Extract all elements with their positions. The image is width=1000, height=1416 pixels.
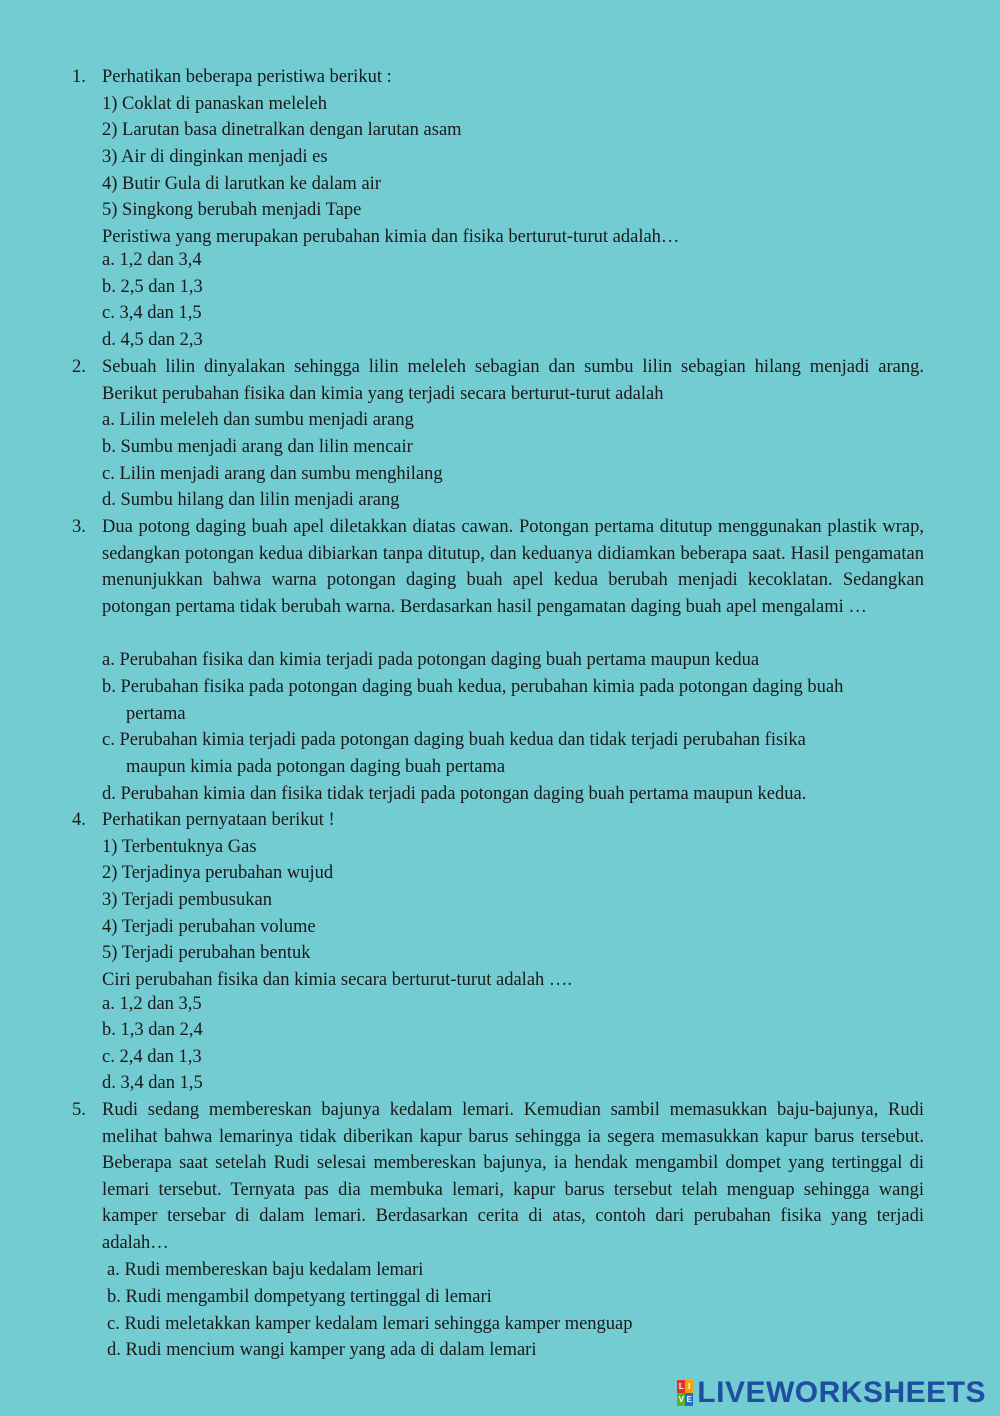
question-5-option-d[interactable]: d. Rudi mencium wangi kamper yang ada di dalam lemari	[107, 1340, 537, 1360]
question-2-option-c[interactable]: c. Lilin menjadi arang dan sumbu menghilang	[102, 464, 443, 484]
question-1-option-b[interactable]: b. 2,5 dan 1,3	[102, 277, 203, 297]
question-1-item: 1) Coklat di panaskan meleleh	[102, 94, 328, 114]
question-2-option-b[interactable]: b. Sumbu menjadi arang dan lilin mencair	[102, 437, 413, 457]
question-1-item: 4) Butir Gula di larutkan ke dalam air	[102, 174, 381, 194]
question-1-option-a[interactable]: a. 1,2 dan 3,4	[102, 250, 202, 270]
question-4-prompt: Ciri perubahan fisika dan kimia secara berturut-turut adalah ….	[102, 970, 573, 990]
question-5-option-a[interactable]: a. Rudi membereskan baju kedalam lemari	[107, 1260, 424, 1280]
question-4-option-d[interactable]: d. 3,4 dan 1,5	[102, 1073, 203, 1093]
question-4-option-b[interactable]: b. 1,3 dan 2,4	[102, 1020, 203, 1040]
question-4-item: 5) Terjadi perubahan bentuk	[102, 943, 311, 963]
question-4-stem: Perhatikan pernyataan berikut !	[102, 810, 335, 830]
question-4-item: 2) Terjadinya perubahan wujud	[102, 863, 334, 883]
liveworksheets-logo-icon: L I V E	[678, 1382, 692, 1404]
question-3-option-a[interactable]: a. Perubahan fisika dan kimia terjadi pada potongan daging buah pertama maupun kedua	[102, 650, 760, 670]
question-3-stem: Dua potong daging buah apel diletakkan diatas cawan. Potongan pertama ditutup menggunakan plastik wrap, sedangkan potongan kedua dibiarkan tanpa ditutup, dan keduanya didiamkan beberapa saat. Hasil pengamatan menunjukkan bahwa warna potongan daging buah apel kedua berubah menjadi kecoklatan. Sedangkan potongan pertama tidak berubah warna. Berdasarkan hasil pengamatan daging buah apel mengalami …	[102, 517, 924, 617]
question-4-item: 1) Terbentuknya Gas	[102, 837, 257, 857]
question-2-option-a[interactable]: a. Lilin meleleh dan sumbu menjadi arang	[102, 410, 414, 430]
question-4-option-a[interactable]: a. 1,2 dan 3,5	[102, 994, 202, 1014]
question-3-option-d[interactable]: d. Perubahan kimia dan fisika tidak terjadi pada potongan daging buah pertama maupun kedua.	[102, 784, 807, 804]
question-5-stem: Rudi sedang membereskan bajunya kedalam lemari. Kemudian sambil memasukkan baju-bajunya, Rudi melihat bahwa lemarinya tidak diberikan kapur barus sehingga ia segera memasukkan kapur barus tersebut. Beberapa saat setelah Rudi selesai membereskan bajunya, ia hendak mengambil dompet yang tertinggal di lemari tersebut. Ternyata pas dia membuka lemari, kapur barus tersebut telah menguap sehingga wangi kamper tersebar di dalam lemari. Berdasarkan cerita di atas, contoh dari perubahan fisika yang terjadi adalah…	[102, 1100, 924, 1253]
question-1-item: 5) Singkong berubah menjadi Tape	[102, 200, 362, 220]
question-3-option-b[interactable]: b. Perubahan fisika pada potongan daging buah kedua, perubahan kimia pada potongan daging buah	[102, 677, 844, 697]
liveworksheets-logo-text: LIVEWORKSHEETS	[697, 1376, 986, 1409]
question-1-number: 1.	[72, 67, 86, 87]
question-5-option-c[interactable]: c. Rudi meletakkan kamper kedalam lemari sehingga kamper menguap	[107, 1314, 633, 1334]
question-5-option-b[interactable]: b. Rudi mengambil dompetyang tertinggal di lemari	[107, 1287, 492, 1307]
question-1-option-c[interactable]: c. 3,4 dan 1,5	[102, 303, 202, 323]
question-1-item: 3) Air di dinginkan menjadi es	[102, 147, 328, 167]
question-1-prompt: Peristiwa yang merupakan perubahan kimia dan fisika berturut-turut adalah…	[102, 227, 680, 247]
question-2-option-d[interactable]: d. Sumbu hilang dan lilin menjadi arang	[102, 490, 400, 510]
question-2-number: 2.	[72, 357, 86, 377]
question-1-option-d[interactable]: d. 4,5 dan 2,3	[102, 330, 203, 350]
question-3-option-c[interactable]: c. Perubahan kimia terjadi pada potongan daging buah kedua dan tidak terjadi perubahan fisika	[102, 730, 806, 750]
question-5-number: 5.	[72, 1100, 86, 1120]
question-4-item: 4) Terjadi perubahan volume	[102, 917, 316, 937]
liveworksheets-logo	[677, 1376, 986, 1410]
question-1-item: 2) Larutan basa dinetralkan dengan larutan asam	[102, 120, 462, 140]
question-4-item: 3) Terjadi pembusukan	[102, 890, 272, 910]
question-1-stem: Perhatikan beberapa peristiwa berikut :	[102, 67, 392, 87]
question-3-option-b-continued[interactable]: pertama	[126, 704, 186, 724]
question-4-option-c[interactable]: c. 2,4 dan 1,3	[102, 1047, 202, 1067]
question-3-number: 3.	[72, 517, 86, 537]
question-2-stem: Sebuah lilin dinyalakan sehingga lilin meleleh sebagian dan sumbu lilin sebagian hilang menjadi arang. Berikut perubahan fisika dan kimia yang terjadi secara berturut-turut adalah	[102, 357, 924, 404]
question-4-number: 4.	[72, 810, 86, 830]
question-3-option-c-continued[interactable]: maupun kimia pada potongan daging buah pertama	[126, 757, 506, 777]
